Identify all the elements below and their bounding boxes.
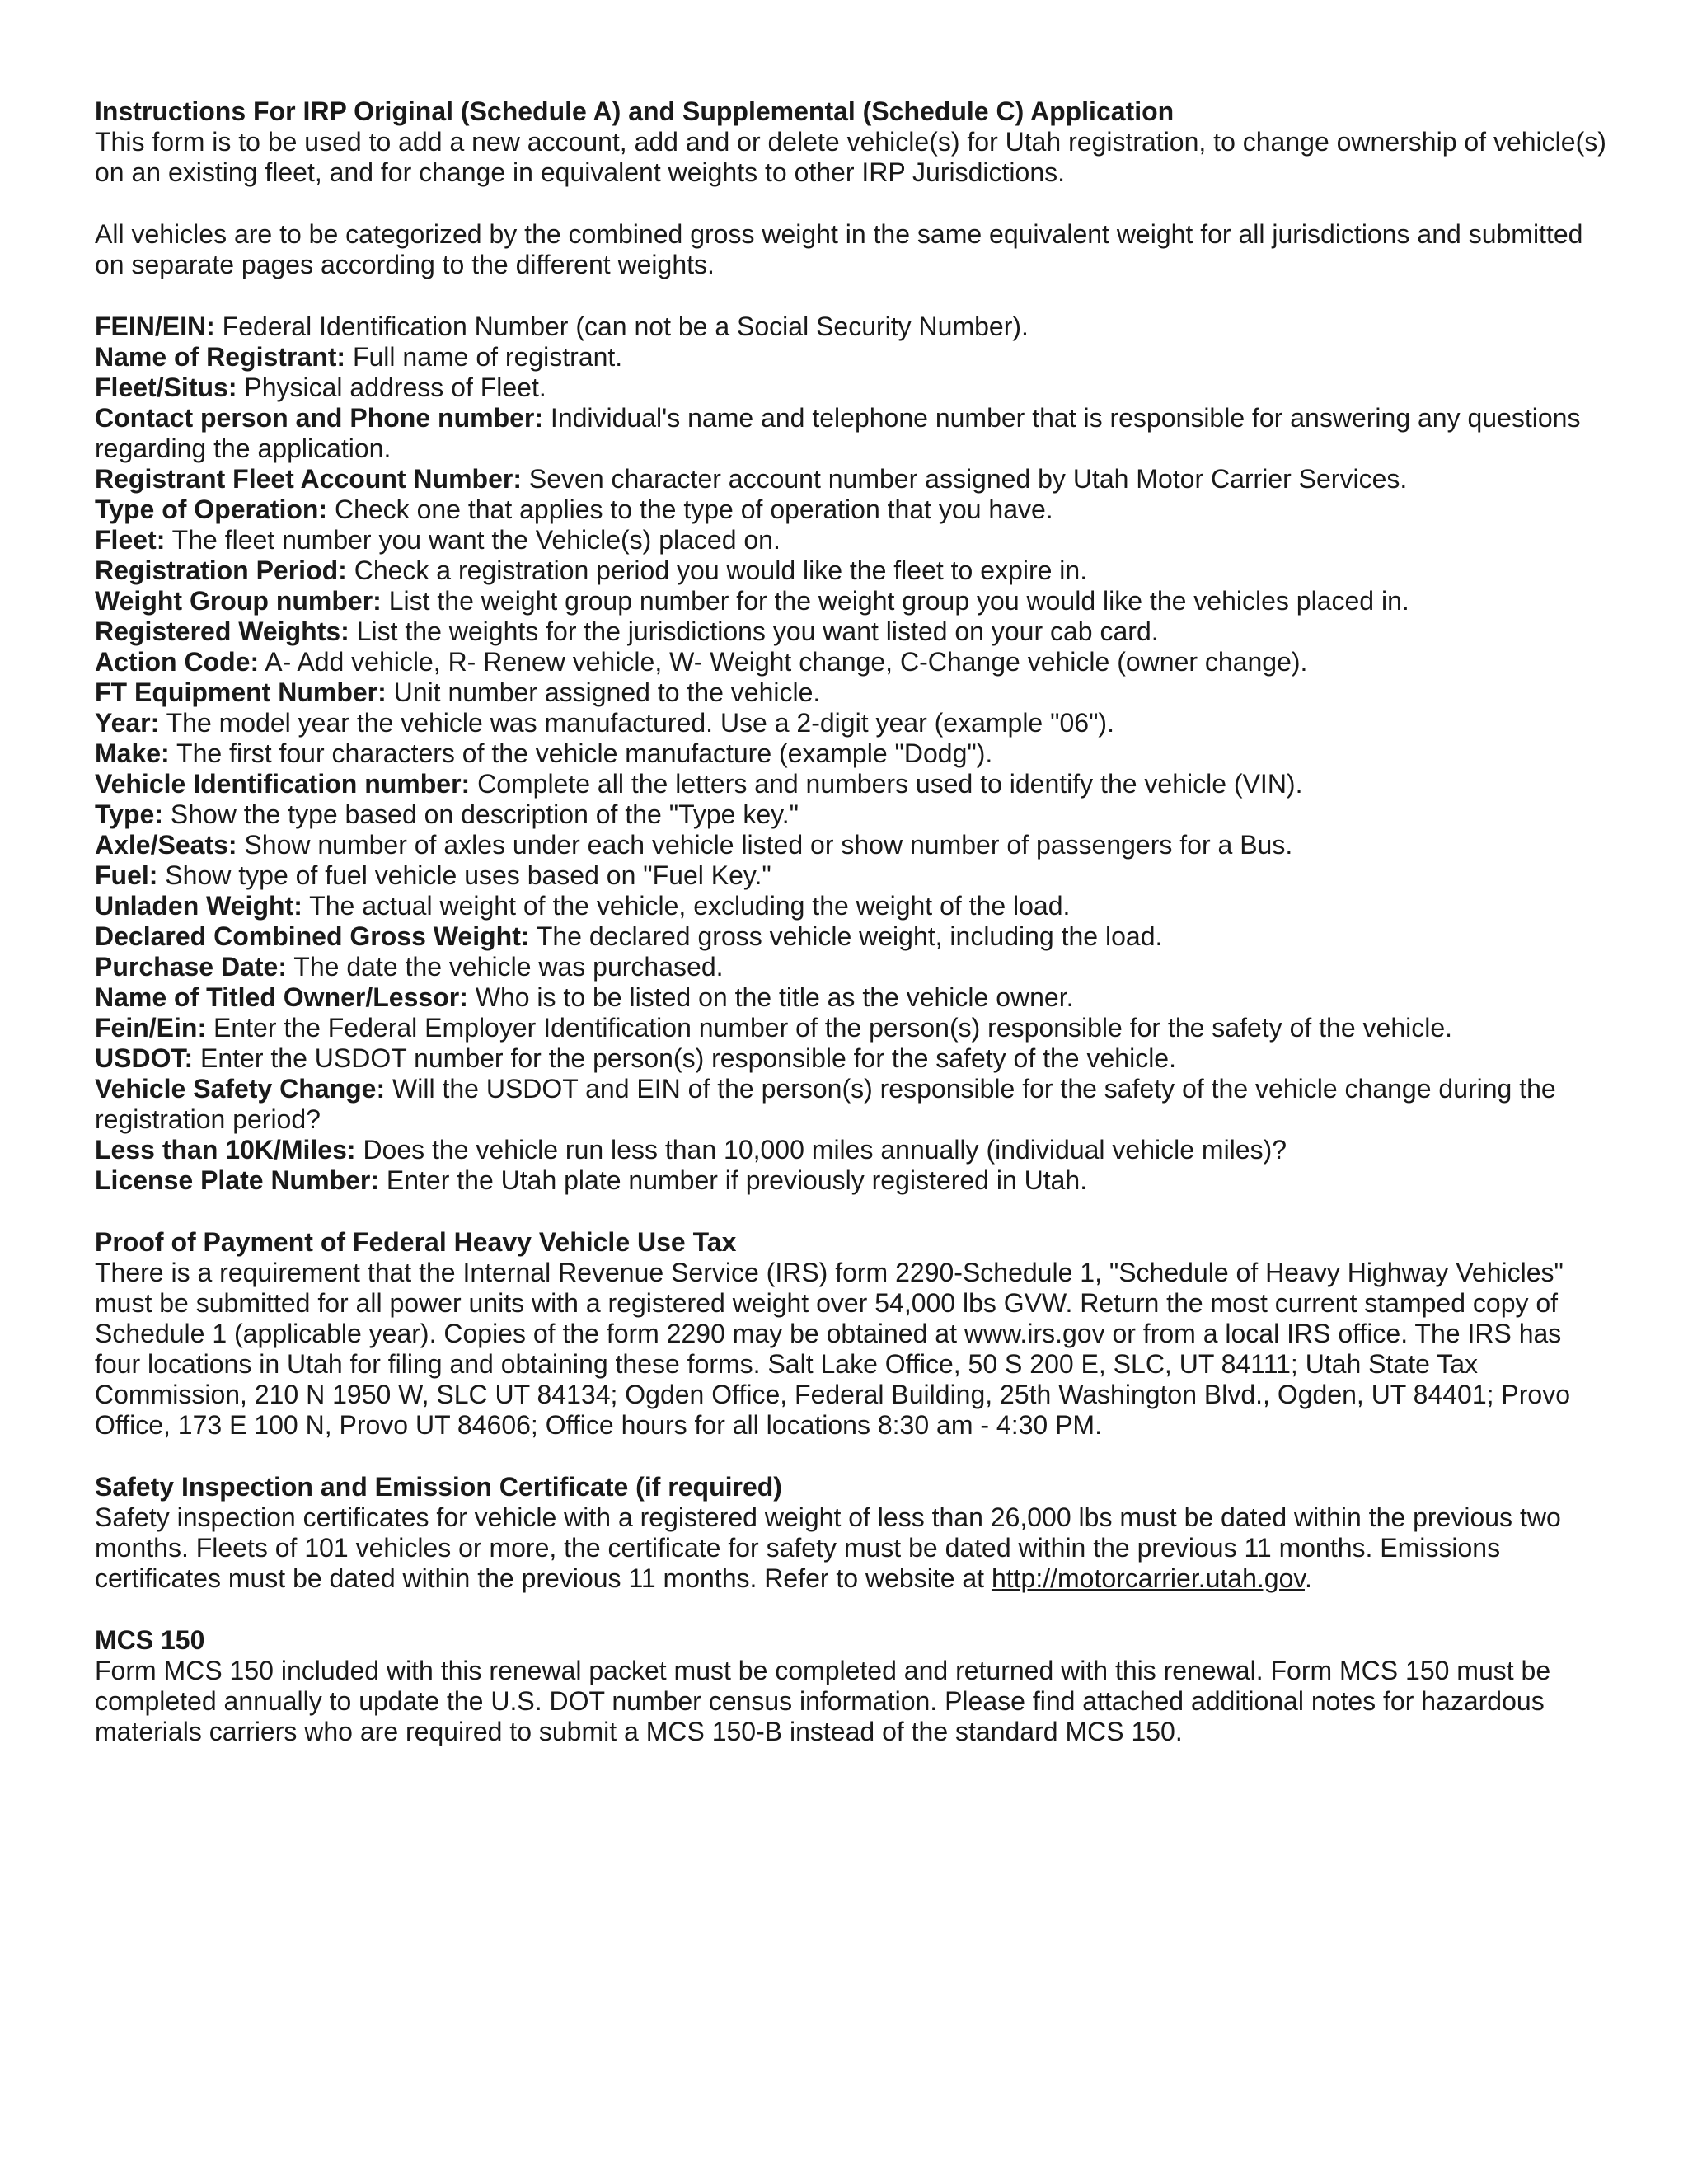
definition-item: [95, 799, 1611, 830]
definition-item: [95, 982, 1611, 1013]
definition-text: The fleet number you want the Vehicle(s) placed on.: [165, 525, 781, 555]
definition-text: Who is to be listed on the title as the vehicle owner.: [467, 982, 1074, 1012]
definition-term: Fleet:: [95, 525, 166, 555]
definition-text: The first four characters of the vehicle manufacture (example "Dodg").: [169, 738, 993, 768]
definition-term: Action Code:: [95, 647, 260, 677]
definition-item: [95, 586, 1611, 616]
definition-text: Enter the Utah plate number if previously registered in Utah.: [379, 1165, 1088, 1195]
definition-item: [95, 403, 1611, 464]
definition-term: Fuel:: [95, 860, 158, 890]
motorcarrier-website-link[interactable]: http://motorcarrier.utah.gov: [991, 1563, 1305, 1593]
definition-text: Show number of axles under each vehicle listed or show number of passengers for a Bus.: [237, 830, 1293, 860]
definition-text: Show the type based on description of the "Type key.": [162, 799, 799, 829]
definition-text: Will the USDOT and EIN of the person(s) responsible for the safety of the vehicle change during the registration period?: [95, 1074, 1556, 1134]
definition-item: [95, 616, 1611, 647]
definition-text: Full name of registrant.: [345, 342, 623, 372]
definition-term: Weight Group number:: [95, 586, 382, 616]
page-title: Instructions For IRP Original (Schedule A) and Supplemental (Schedule C) Application: [95, 96, 1175, 126]
definition-item: [95, 464, 1611, 494]
definition-term: Registration Period:: [95, 555, 347, 585]
definition-item: [95, 677, 1611, 708]
intro-paragraph: All vehicles are to be categorized by the combined gross weight in the same equivalent weight for all jurisdictions and submitted on separate pages according to the different weights.: [95, 219, 1583, 279]
definition-item: [95, 952, 1611, 982]
definition-term: Registrant Fleet Account Number:: [95, 464, 522, 494]
definitions-list: [95, 312, 1611, 1196]
section-body-text: Safety inspection certificates for vehicle with a registered weight of less than 26,000 lbs must be dated within the previous two months. Fleets of 101 vehicles or more, the certificate for safety must be dated within the previous 11 months. Emissions certificates must be dated within the previous 11 months. Refer to website at: [95, 1502, 1561, 1593]
definition-text: Check one that applies to the type of operation that you have.: [327, 494, 1053, 524]
definition-text: Complete all the letters and numbers used to identify the vehicle (VIN).: [470, 769, 1303, 799]
section-heading: Proof of Payment of Federal Heavy Vehicle Use Tax: [95, 1227, 737, 1257]
definition-text: The model year the vehicle was manufactured. Use a 2-digit year (example "06").: [159, 708, 1114, 738]
definition-text: Federal Identification Number (can not be a Social Security Number).: [214, 312, 1029, 341]
definition-item: [95, 860, 1611, 891]
mcs150-section: [95, 1625, 1611, 1747]
definition-item: [95, 1165, 1611, 1196]
definition-term: Vehicle Identification number:: [95, 769, 471, 799]
definition-text: The declared gross vehicle weight, including the load.: [529, 921, 1163, 951]
definition-term: Unladen Weight:: [95, 891, 302, 921]
definition-item: [95, 769, 1611, 799]
definition-term: Registered Weights:: [95, 616, 349, 646]
definition-text: Seven character account number assigned by Utah Motor Carrier Services.: [521, 464, 1408, 494]
definition-text: List the weights for the jurisdictions you want listed on your cab card.: [349, 616, 1159, 646]
definition-text: List the weight group number for the weight group you would like the vehicles placed in.: [381, 586, 1409, 616]
section-body: Form MCS 150 included with this renewal packet must be completed and returned with this renewal. Form MCS 150 must be completed annually to update the U.S. DOT number census information. Please find attached additional notes for hazardous materials carriers who are required to submit a MCS 150-B instead of the standard MCS 150.: [95, 1656, 1551, 1746]
definition-term: Fein/Ein:: [95, 1013, 207, 1043]
intro-paragraph: This form is to be used to add a new account, add and or delete vehicle(s) for Utah registration, to change ownership of vehicle(s) on an existing fleet, and for change in equivalent weights to other IRP Jurisdictions.: [95, 127, 1606, 187]
definition-item: [95, 312, 1611, 342]
definition-text: A- Add vehicle, R- Renew vehicle, W- Weight change, C-Change vehicle (owner change).: [259, 647, 1308, 677]
section-body: There is a requirement that the Internal Revenue Service (IRS) form 2290-Schedule 1, "Schedule of Heavy Highway Vehicles" must be submitted for all power units with a registered weight over 54,000 lbs GVW. Return the most current stamped copy of Schedule 1 (applicable year). Copies of the form 2290 may be obtained at www.irs.gov or from a local IRS office. The IRS has four locations in Utah for filing and obtaining these forms. Salt Lake Office, 50 S 200 E, SLC, UT 84111; Utah State Tax Commission, 210 N 1950 W, SLC UT 84134; Ogden Office, Federal Building, 25th Washington Blvd., Ogden, UT 84401; Provo Office, 173 E 100 N, Provo UT 84606; Office hours for all locations 8:30 am - 4:30 PM.: [95, 1258, 1571, 1440]
definition-term: Name of Titled Owner/Lessor:: [95, 982, 468, 1012]
definition-text: Physical address of Fleet.: [237, 373, 546, 402]
definition-item: [95, 555, 1611, 586]
definition-item: [95, 494, 1611, 525]
definition-term: Type:: [95, 799, 163, 829]
definition-text: The actual weight of the vehicle, excluding the weight of the load.: [302, 891, 1071, 921]
definition-item: [95, 1043, 1611, 1074]
definition-text: Individual's name and telephone number that is responsible for answering any questions regarding the application.: [95, 403, 1581, 463]
definition-text: Does the vehicle run less than 10,000 miles annually (individual vehicle miles)?: [355, 1135, 1287, 1165]
definition-term: Purchase Date:: [95, 952, 287, 982]
definition-item: [95, 708, 1611, 738]
definition-text: Check a registration period you would like the fleet to expire in.: [346, 555, 1088, 585]
definition-term: Year:: [95, 708, 160, 738]
definition-item: [95, 830, 1611, 860]
definition-item: [95, 525, 1611, 555]
definition-item: [95, 647, 1611, 677]
definition-term: Less than 10K/Miles:: [95, 1135, 356, 1165]
definition-item: [95, 1013, 1611, 1043]
definition-item: [95, 373, 1611, 403]
section-heading: MCS 150: [95, 1625, 205, 1655]
definition-item: [95, 921, 1611, 952]
definition-item: [95, 1074, 1611, 1135]
definition-item: [95, 1135, 1611, 1165]
definition-item: [95, 891, 1611, 921]
definition-text: Show type of fuel vehicle uses based on "Fuel Key.": [157, 860, 771, 890]
definition-term: Type of Operation:: [95, 494, 328, 524]
definition-term: License Plate Number:: [95, 1165, 379, 1195]
definition-item: [95, 342, 1611, 373]
definition-text: Unit number assigned to the vehicle.: [386, 677, 821, 707]
definition-term: Vehicle Safety Change:: [95, 1074, 386, 1104]
definition-term: Contact person and Phone number:: [95, 403, 544, 433]
hvut-section: [95, 1227, 1611, 1441]
definition-term: Name of Registrant:: [95, 342, 346, 372]
definition-term: USDOT:: [95, 1043, 194, 1073]
definition-text: Enter the USDOT number for the person(s) responsible for the safety of the vehicle.: [193, 1043, 1176, 1073]
definition-term: Fleet/Situs:: [95, 373, 237, 402]
definition-term: Axle/Seats:: [95, 830, 237, 860]
definition-term: FEIN/EIN:: [95, 312, 215, 341]
instructions-page: [95, 96, 1611, 1747]
definition-term: Declared Combined Gross Weight:: [95, 921, 530, 951]
definition-text: The date the vehicle was purchased.: [286, 952, 724, 982]
definition-text: Enter the Federal Employer Identification number of the person(s) responsible for the safety of the vehicle.: [206, 1013, 1453, 1043]
definition-term: Make:: [95, 738, 170, 768]
section-heading: Safety Inspection and Emission Certificate (if required): [95, 1472, 782, 1502]
definition-term: FT Equipment Number:: [95, 677, 387, 707]
definition-item: [95, 738, 1611, 769]
section-body-tail: .: [1304, 1563, 1312, 1593]
safety-section: [95, 1472, 1611, 1594]
section-body: [95, 1502, 1611, 1594]
